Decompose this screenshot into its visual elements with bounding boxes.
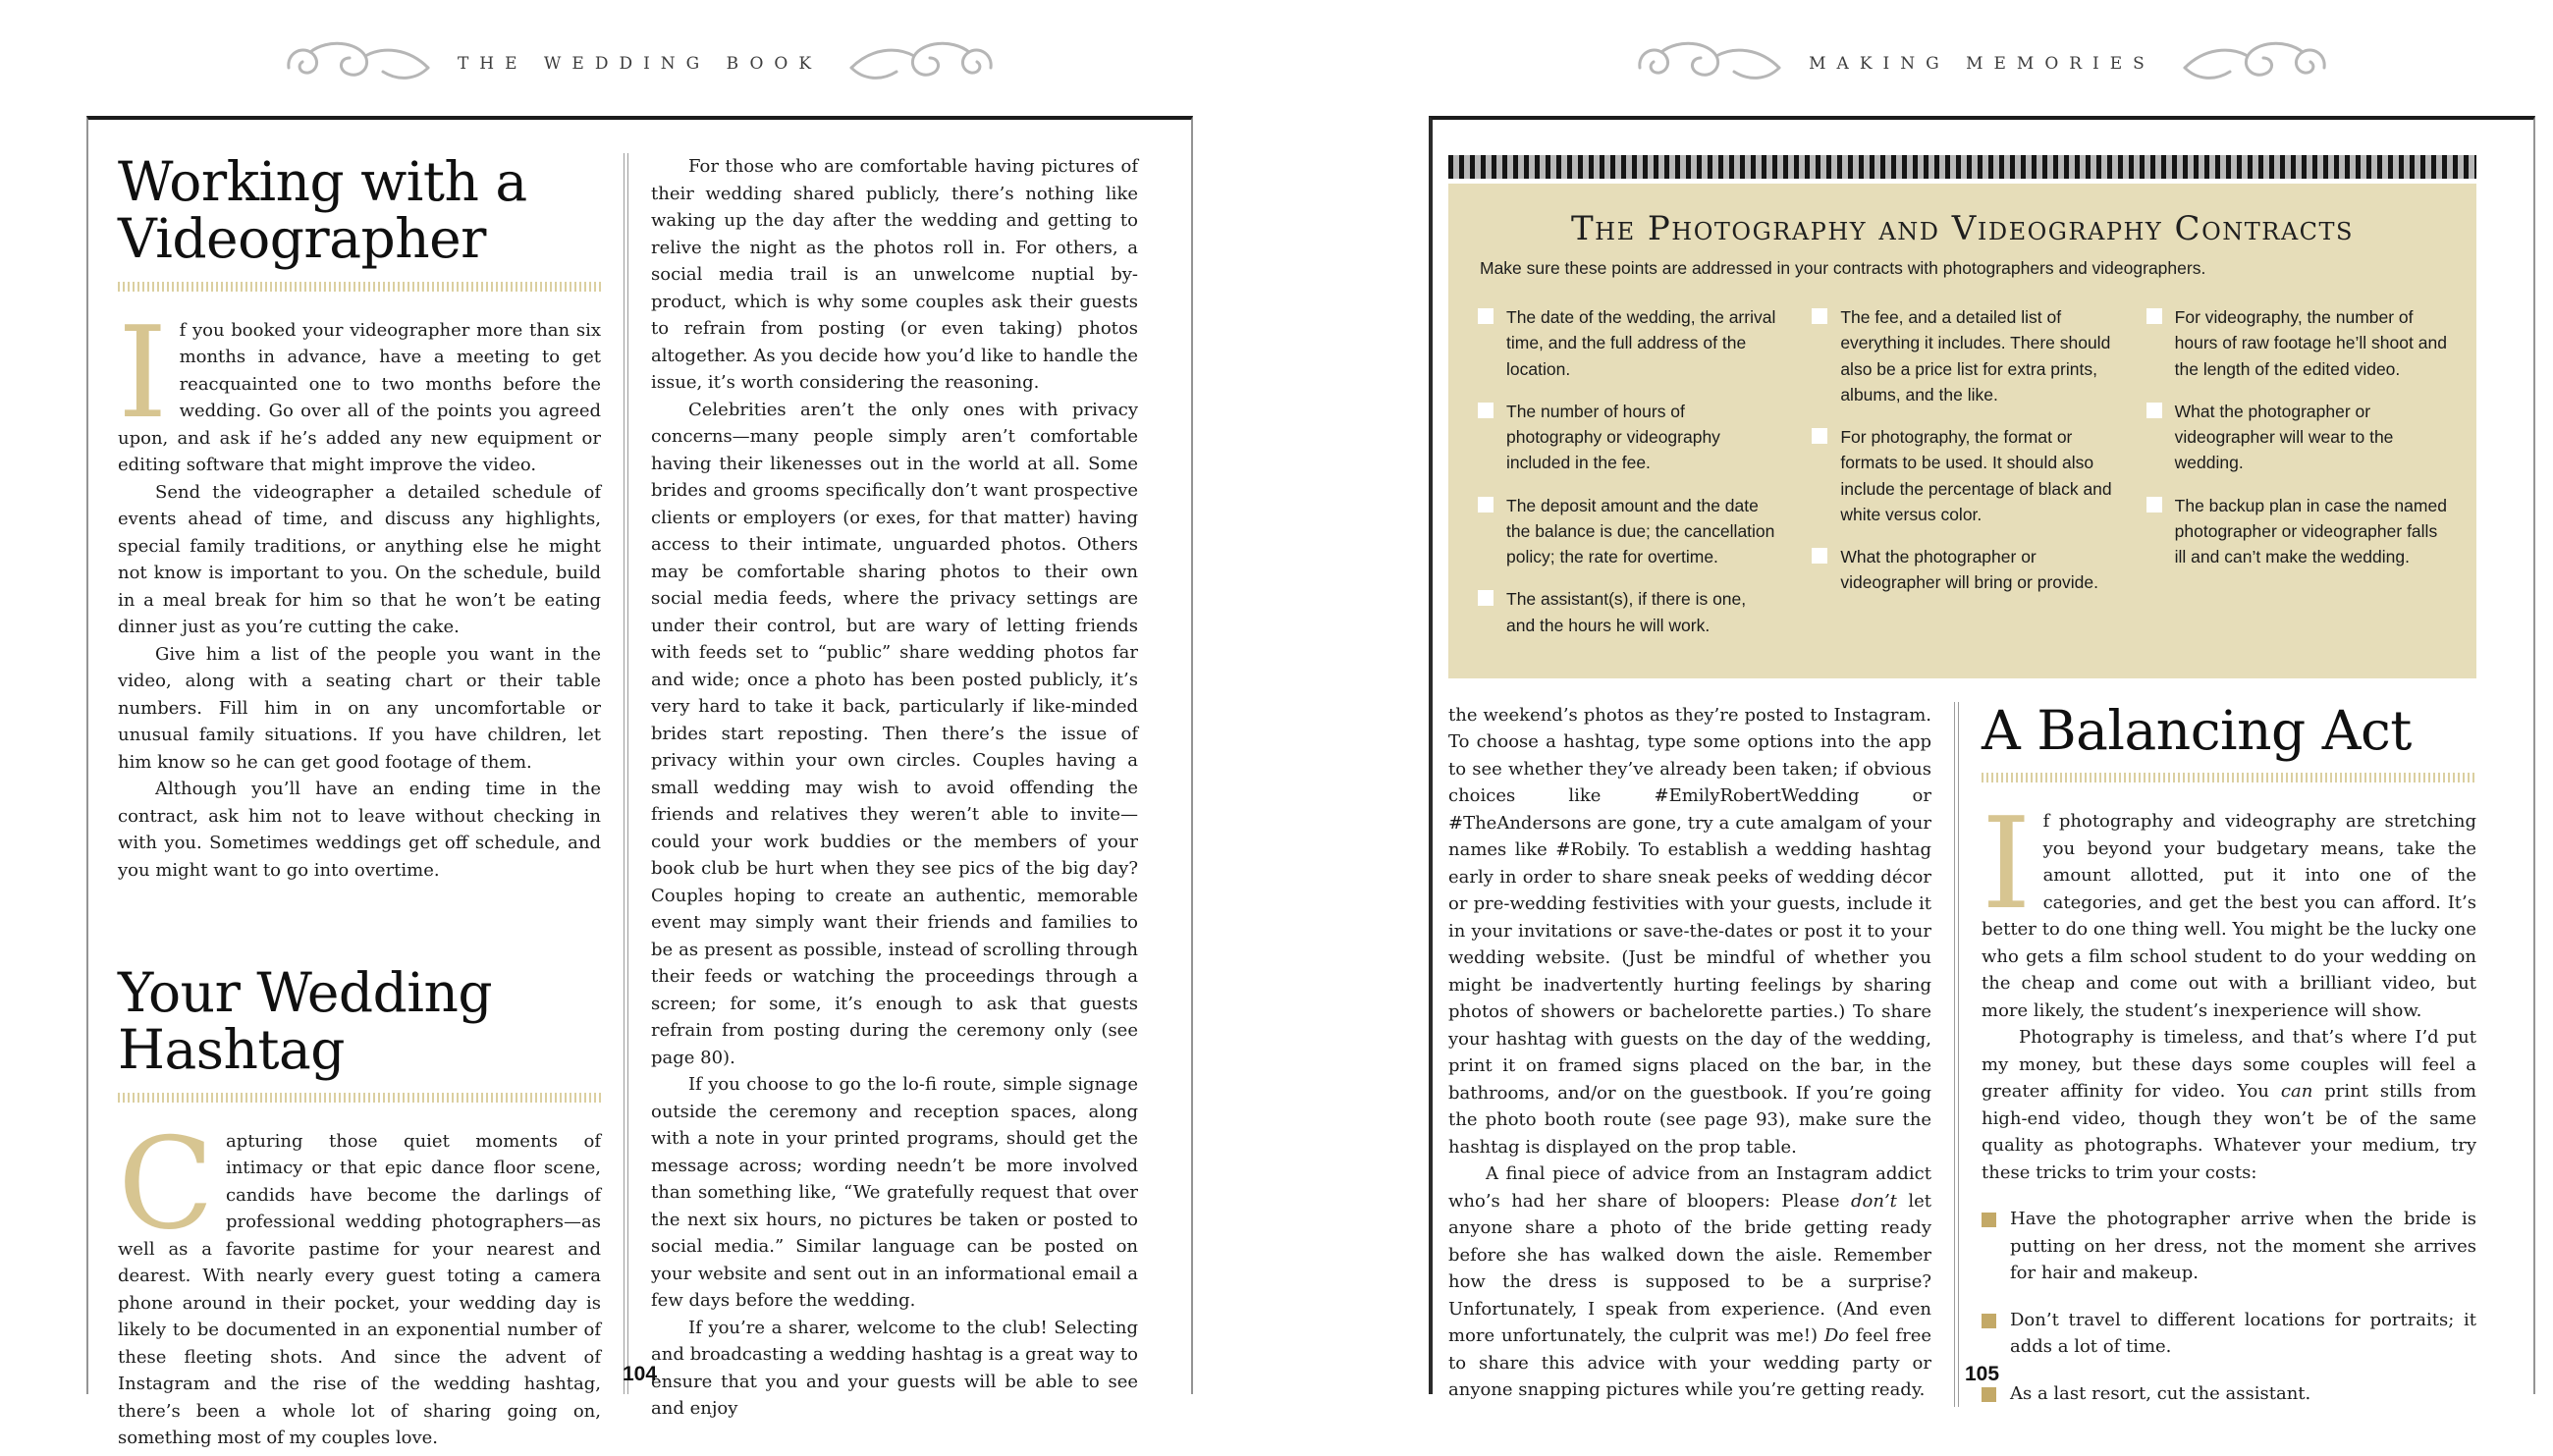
section-heading: A Balancing Act <box>1982 698 2412 762</box>
paragraph <box>118 299 601 479</box>
text-run: If you choose to go the lo-fi route, simple signage outside the ceremony and reception spaces, along with a note in your printed programs, should get the message across; wording needn’t be more involved than something like, “We gratefully request that over the next six hours, no pictures be taken or posted to social media.” Similar language can be posted on your website and sent out in an informational email a few days before the wedding. <box>651 1074 1138 1311</box>
item-text: The date of the wedding, the arrival time, and the full address of the location. <box>1506 307 1776 379</box>
right-page-column-2 <box>1982 698 2476 1407</box>
text-run: Celebrities aren’t the only ones with privacy concerns—many people simply aren’t comfortable having their likenesses out in the world at all. Some brides and grooms specifically don’t want prospective clients or employers (or exes, for that matter) having access to their intimate, unguarded photos. Others may be comfortable sharing photos to their own social media feeds, where the privacy settings are under their control, but are wary of letting friends with feeds set to “public” share wedding photos far and wide; once a photo has been posted publicly, it’s very hard to take it back, particularly if like-minded brides start reposting. Then there’s the issue of privacy within your own circles. Couples having a small wedding may wish to avoid offending the friends and relatives they weren’t able to invite—could your work buddies or the members of your book club be hurt when they see pics of the big day? Couples hoping to create an authentic, memorable event may simply want their friends and families to be as present as possible, instead of scrolling through their feeds or watching the proceedings through a screen; for some, it’s enough to ask that guests refrain from posting during the ceremony only (see page 80). <box>651 399 1138 1068</box>
item-text: The number of hours of photography or videography included in the fee. <box>1506 401 1720 473</box>
contract-checklist-item <box>2146 399 2447 476</box>
contract-checklist-item <box>1812 544 2112 596</box>
flourish-left-icon <box>1636 38 1783 89</box>
striped-rule-icon <box>118 282 601 292</box>
checkbox-icon <box>1812 428 1827 444</box>
cost-tip-item <box>1982 1206 2476 1287</box>
checkbox-icon <box>1812 548 1827 564</box>
italic-text: Do <box>1823 1325 1850 1347</box>
drop-cap: C <box>118 1110 214 1258</box>
italic-text: can <box>2280 1081 2313 1103</box>
section-paragraphs <box>118 1110 601 1452</box>
flourish-right-icon <box>2181 38 2328 89</box>
text-run: f you booked your videographer more than six months in advance, have a meeting to get reacquainted one to two months before the wedding. Go over all of the points you agreed upon, and ask if he’s added any new equipment or editing software that might improve the video. <box>118 319 601 476</box>
contracts-box <box>1448 155 2476 678</box>
item-text: The deposit amount and the date the balance is due; the cancellation policy; the rate for overtime. <box>1506 495 1775 566</box>
striped-rule-icon <box>118 1093 601 1103</box>
contract-checklist-item <box>1478 493 1778 570</box>
cost-tip-item <box>1982 1307 2476 1361</box>
contracts-box-title: The Photography and Videography Contracts <box>1571 209 2354 248</box>
section-working-with-a-videographer <box>118 150 601 884</box>
left-page-column-2 <box>651 153 1138 1419</box>
contract-checklist-item <box>1478 304 1778 382</box>
text-run: Photography is timeless, and that’s where I’d put my money, but these days some couples will feel a greater affinity for video. You <box>1982 1027 2476 1103</box>
paragraph <box>118 776 601 884</box>
item-text: The backup plan in case the named photographer or videographer falls ill and can’t make the wedding. <box>2174 495 2447 566</box>
checklist-column-2 <box>1812 304 2112 655</box>
contracts-checklist <box>1478 304 2447 655</box>
striped-border-icon <box>1448 155 2476 179</box>
contracts-box-subtitle: Make sure these points are addressed in your contracts with photographers and videographers. <box>1480 258 2206 278</box>
running-title: THE WEDDING BOOK <box>457 54 823 74</box>
paragraph <box>651 153 1138 397</box>
item-text: The fee, and a detailed list of everything it includes. There should also be a price list for extra prints, albums, and the like. <box>1840 307 2111 404</box>
paragraph <box>651 397 1138 1072</box>
text-run: f photography and videography are stretching you beyond your budgetary means, take the amount allotted, put it into one of the categories, and get the best you can afford. It’s better to do one thing well. You might be the lucky one who gets a film school student to do your wedding on the cheap and come out with a brilliant video, but more likely, the student’s inexperience will show. <box>1982 811 2476 1021</box>
page-number-left: 104 <box>622 1363 658 1385</box>
text-run: the weekend’s photos as they’re posted to Instagram. To choose a hashtag, type some options into the app to see whether they’ve already been taken; if obvious choices like #EmilyRobertWedding or #TheAndersons are gone, try a cute amalgam of your names like #Robily. To establish a wedding hashtag early in order to share sneak peeks of wedding décor or pre-wedding festivities with your guests, include it in your invitations or save-the-dates or post it to your wedding website. (Just be mindful of whether you might be inadvertently hurting feelings by sharing photos of showers or bachelorette parties.) To share your hashtag with guests on the day of the wedding, print it on framed signs placed on the bar, in the bathrooms, and/or on the guestbook. If you’re going the photo booth route (see page 93), make sure the hashtag is displayed on the prop table. <box>1448 704 1931 1158</box>
item-text: The assistant(s), if there is one, and the hours he will work. <box>1506 589 1747 635</box>
checkbox-icon <box>1478 590 1494 606</box>
paragraph <box>118 479 601 641</box>
running-head-left <box>86 33 1193 94</box>
text-run: let anyone share a photo of the bride getting ready before she has walked down the aisle. Remember how the dress is supposed to be a surprise? Unfortunately, I speak from experience. (And even more unfortunately, the culprit was me!) <box>1448 1190 1931 1347</box>
section-a-balancing-act <box>1982 698 2476 1407</box>
item-text: For photography, the format or formats to be used. It should also include the percentage of black and white versus color. <box>1840 427 2112 524</box>
contract-checklist-item <box>2146 493 2447 570</box>
text-run: print stills from high-end video, though they won’t be of the same quality as photographs. Whatever your medium, try these tricks to trim your costs: <box>1982 1081 2476 1183</box>
text-run: A final piece of advice from an Instagram addict who’s had her share of bloopers: Please <box>1448 1163 1931 1212</box>
section-paragraphs <box>1982 791 2476 1186</box>
checkbox-icon <box>1478 497 1494 512</box>
contract-checklist-item <box>2146 304 2447 382</box>
item-text: Don’t travel to different locations for portraits; it adds a lot of time. <box>2010 1309 2476 1358</box>
page-body-right <box>1429 116 2535 1404</box>
page-right <box>1429 0 2535 1456</box>
contract-checklist-item <box>1478 399 1778 476</box>
checklist-column-1 <box>1478 304 1778 655</box>
flourish-left-icon <box>285 38 432 89</box>
page-body-left <box>86 116 1193 1449</box>
text-run: Send the videographer a detailed schedule of events ahead of time, and discuss any highlights, special family traditions, or anything else he might not know is important to you. On the schedule, build in a meal break for him so that he won’t be eating dinner just as you’re cutting the cake. <box>118 481 601 638</box>
text-run: Although you’ll have an ending time in the contract, ask him not to leave without checking in with you. Sometimes weddings get off schedule, and you might want to go into overtime. <box>118 779 601 881</box>
running-title: MAKING MEMORIES <box>1809 54 2155 74</box>
bullet-square-icon <box>1982 1314 1996 1328</box>
continuation-paragraphs <box>651 153 1138 1423</box>
text-run: For those who are comfortable having pictures of their wedding shared publicly, there’s nothing like waking up the day after the wedding and getting to relive the night as the photos roll in. For others, a social media trail is an unwelcome nuptial by-product, which is why some couples ask their guests to refrain from posting (or even taking) photos altogether. As you decide how you’d like to handle the issue, it’s worth considering the reasoning. <box>651 156 1138 393</box>
checkbox-icon <box>1478 308 1494 324</box>
drop-cap: I <box>1982 791 2032 939</box>
running-head-right <box>1429 33 2535 94</box>
drop-cap: I <box>118 299 168 447</box>
checkbox-icon <box>2146 308 2162 324</box>
text-run: Give him a list of the people you want in the video, along with a seating chart or their table numbers. Fill him in on any uncomfortable or unusual family situations. If you have children, let him know so he can get good footage of them. <box>118 643 601 773</box>
paragraph <box>1982 1024 2476 1186</box>
text-run: apturing those quiet moments of intimacy or that epic dance floor scene, candids have become the darlings of professional wedding photographers—as well as a favorite pastime for your nearest and dearest. With nearly every guest toting a camera phone around in their pocket, your wedding day is likely to be documented in an exponential number of these fleeting shots. And since the advent of Instagram and the rise of the wedding hashtag, there’s been a whole lot of sharing going on, something most of my couples love. <box>118 1130 601 1449</box>
contract-checklist-item <box>1478 586 1778 638</box>
column-divider <box>624 153 628 1394</box>
section-heading: Your Wedding Hashtag <box>118 961 493 1082</box>
text-run: feel free to share this advice with your wedding party or anyone snapping pictures while you’re getting ready. <box>1448 1325 1931 1401</box>
checkbox-icon <box>1478 403 1494 418</box>
page-number-right: 105 <box>1964 1363 2000 1385</box>
page-left <box>86 0 1193 1456</box>
checkbox-icon <box>2146 497 2162 512</box>
hashtag-continuation-paragraphs <box>1448 702 1931 1404</box>
item-text: As a last resort, cut the assistant. <box>2010 1382 2311 1404</box>
checkbox-icon <box>2146 403 2162 418</box>
item-text: What the photographer or videographer will wear to the wedding. <box>2174 401 2394 473</box>
striped-rule-icon <box>1982 773 2476 782</box>
checklist-column-3 <box>2146 304 2447 655</box>
contract-checklist-item <box>1812 424 2112 527</box>
paragraph <box>1982 791 2476 1024</box>
paragraph <box>651 1071 1138 1315</box>
section-paragraphs <box>118 299 601 885</box>
item-text: What the photographer or videographer will bring or provide. <box>1840 547 2098 593</box>
italic-text: don’t <box>1851 1190 1897 1212</box>
item-text: For videography, the number of hours of raw footage he’ll shoot and the length of the edited video. <box>2174 307 2447 379</box>
bullet-square-icon <box>1982 1213 1996 1227</box>
bullet-square-icon <box>1982 1387 1996 1402</box>
paragraph <box>118 641 601 777</box>
left-page-column-1 <box>118 150 601 1449</box>
right-page-column-1 <box>1448 702 1931 1407</box>
paragraph <box>1448 702 1931 1161</box>
column-divider <box>1954 702 1959 1407</box>
item-text: Have the photographer arrive when the bride is putting on her dress, not the moment she arrives for hair and makeup. <box>2010 1209 2476 1284</box>
text-run: If you’re a sharer, welcome to the club! Selecting and broadcasting a wedding hashtag is a great way to ensure that you and your guests will be able to see and enjoy <box>651 1317 1138 1419</box>
flourish-right-icon <box>847 38 995 89</box>
contract-checklist-item <box>1812 304 2112 407</box>
checkbox-icon <box>1812 308 1827 324</box>
section-heading: Working with a Videographer <box>118 150 527 271</box>
paragraph <box>118 1110 601 1452</box>
